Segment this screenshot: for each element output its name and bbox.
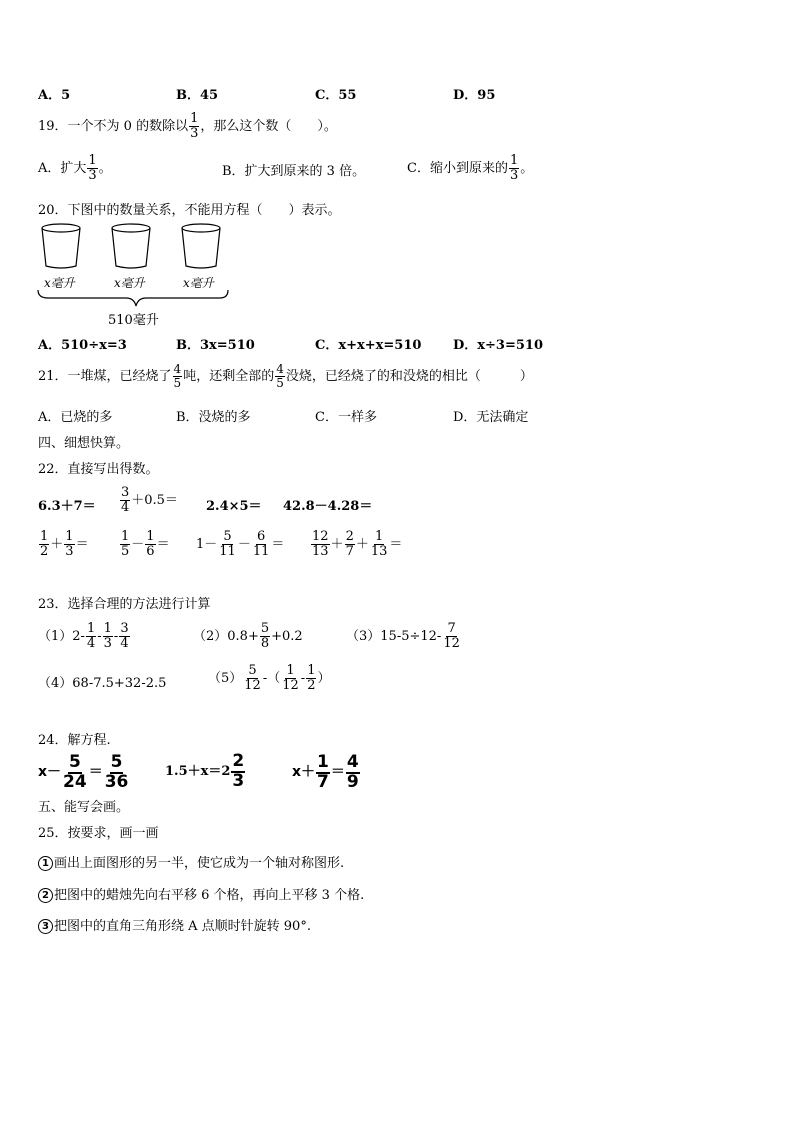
q18-option-b: B．45 [176,88,219,103]
q24-equation-2: 1.5＋x＝2 $\frac{2}{3}$ [165,750,245,791]
q25-item-3: 3 把图中的直角三角形绕 A 点顺时针旋转 90°. [38,915,311,934]
q22-expr-4: 42.8－4.28＝ [283,499,373,514]
q24-stem: 24．解方程. [38,733,111,748]
fraction: $\frac{2}{7}$ [345,529,354,559]
q22-stem: 22．直接写出得数。 [38,462,159,477]
q22-expr-6: $\frac{1}{5}$ － $\frac{1}{6}$ ＝ [121,529,170,559]
fraction: $\frac{1}{3}$ [509,153,519,183]
cup-icon [42,224,80,268]
circled-number: 3 [38,919,53,934]
q25-item-1: 1 画出上面图形的另一半，使它成为一个轴对称图形. [38,852,344,871]
q21-option-b: B．没烧的多 [176,410,251,425]
q23-problem-2: （2）0.8+ $\frac{5}{8}$ +0.2 [193,621,303,651]
q19-option-b: B．扩大到原来的 3 倍。 [222,164,366,179]
q20-option-c: C．x+x+x=510 [315,338,422,353]
q20-stem: 20．下图中的数量关系，不能用方程（ ）表示。 [38,203,341,218]
q23-problem-3: （3）15-5÷12- $\frac{7}{12}$ [346,621,460,651]
brace [38,290,228,306]
q22-expr-8: $\frac{12}{13}$ ＋ $\frac{2}{7}$ ＋ $\frac{1}{13}$ ＝ [312,529,403,559]
circled-number: 2 [38,888,53,903]
q22-expr-2: $\frac{3}{4}$ ＋0.5＝ [121,485,178,515]
cup-icon [182,224,220,268]
section-heading: 四、细想快算。 [38,436,130,451]
fraction: $\frac{5}{24}$ [63,751,87,792]
fraction: $\frac{5}{11}$ [219,529,236,559]
q23-problem-5: （5） $\frac{5}{12}$ -（ $\frac{1}{12}$ - $\frac{1}{2}$ ） [208,663,331,693]
fraction: $\frac{4}{5}$ [276,362,284,390]
q22-expr-7: 1－ $\frac{5}{11}$ － $\frac{6}{11}$ ＝ [196,529,285,559]
q23-problem-1: （1）2- $\frac{1}{4}$ - $\frac{1}{3}$ - $\frac{3}{4}$ [38,621,129,651]
fraction: $\frac{1}{6}$ [146,529,155,559]
q24-equation-1: x－ $\frac{5}{24}$ ＝ $\frac{5}{36}$ [38,751,129,792]
fraction: $\frac{1}{3}$ [88,153,97,183]
fraction: $\frac{1}{2}$ [40,529,49,559]
fraction: $\frac{1}{5}$ [121,529,130,559]
q21-option-d: D．无法确定 [453,410,529,425]
section-heading: 五、能写会画。 [38,800,130,815]
fraction: $\frac{6}{11}$ [252,529,270,559]
q18-option-d: D．95 [453,88,496,103]
fraction: $\frac{7}{12}$ [443,621,460,651]
fraction: $\frac{1}{12}$ [282,663,299,693]
q21-option-a: A．已烧的多 [38,410,113,425]
q22-expr-5: $\frac{1}{2}$ ＋ $\frac{1}{3}$ ＝ [40,529,89,559]
q25-item-2: 2 把图中的蜡烛先向右平移 6 个格，再向上平移 3 个格. [38,884,364,903]
fraction: $\frac{3}{4}$ [120,621,129,651]
q20-option-a: A．510÷x=3 [38,338,127,353]
cup-label: x毫升 [114,276,145,290]
q20-option-b: B．3x=510 [176,338,255,353]
q24-equation-3: x＋ $\frac{1}{7}$ ＝ $\frac{4}{9}$ [292,751,359,792]
q22-expr-3: 2.4×5＝ [206,499,262,514]
fraction: $\frac{1}{7}$ [317,751,329,792]
cup-icon [112,224,150,268]
q20-option-d: D．x÷3=510 [453,338,543,353]
q18-option-c: C．55 [315,88,357,103]
fraction: $\frac{1}{3}$ [190,111,199,141]
q19-stem [38,108,337,146]
q23-problem-4: （4）68-7.5+32-2.5 [38,676,167,691]
fraction: $\frac{4}{5}$ [173,362,182,390]
q19-stem-post: ，那么这个数（ ）。 [200,119,337,134]
fraction: $\frac{5}{36}$ [104,751,129,792]
q19-stem-pre: 19．一个不为 0 的数除以 [38,119,189,134]
q19-option-c: C．缩小到原来的 $\frac{1}{3}$ 。 [407,153,534,183]
cup-label: x毫升 [44,276,75,290]
q21-option-c: C．一样多 [315,410,377,425]
q23-stem: 23．选择合理的方法进行计算 [38,597,211,612]
q25-stem: 25．按要求，画一画 [38,826,159,841]
fraction: $\frac{1}{3}$ [103,621,112,651]
fraction: $\frac{5}{8}$ [260,621,270,651]
q19-option-a: A．扩大 $\frac{1}{3}$ 。 [38,153,112,183]
fraction: $\frac{1}{4}$ [86,621,96,651]
q18-option-a: A．5 [38,88,71,103]
fraction: $\frac{1}{2}$ [307,663,316,693]
q21-stem: 21．一堆煤，已经烧了 $\frac{4}{5}$ 吨，还剩全部的 $\frac{4}{5}$ 没烧，已经烧了的和没烧的相比（ ） [38,362,533,390]
circled-number: 1 [38,856,53,871]
fraction: $\frac{1}{3}$ [65,529,74,559]
fraction: $\frac{5}{12}$ [244,663,261,693]
fraction: $\frac{1}{13}$ [370,529,388,559]
fraction: $\frac{12}{13}$ [312,529,329,559]
fraction: $\frac{2}{3}$ [232,750,245,791]
fraction: $\frac{3}{4}$ [121,485,130,515]
q22-expr-1: 6.3＋7＝ [38,499,96,514]
fraction: $\frac{4}{9}$ [346,751,359,792]
cup-label: x毫升 [183,276,214,290]
total-label: 510毫升 [108,313,159,328]
